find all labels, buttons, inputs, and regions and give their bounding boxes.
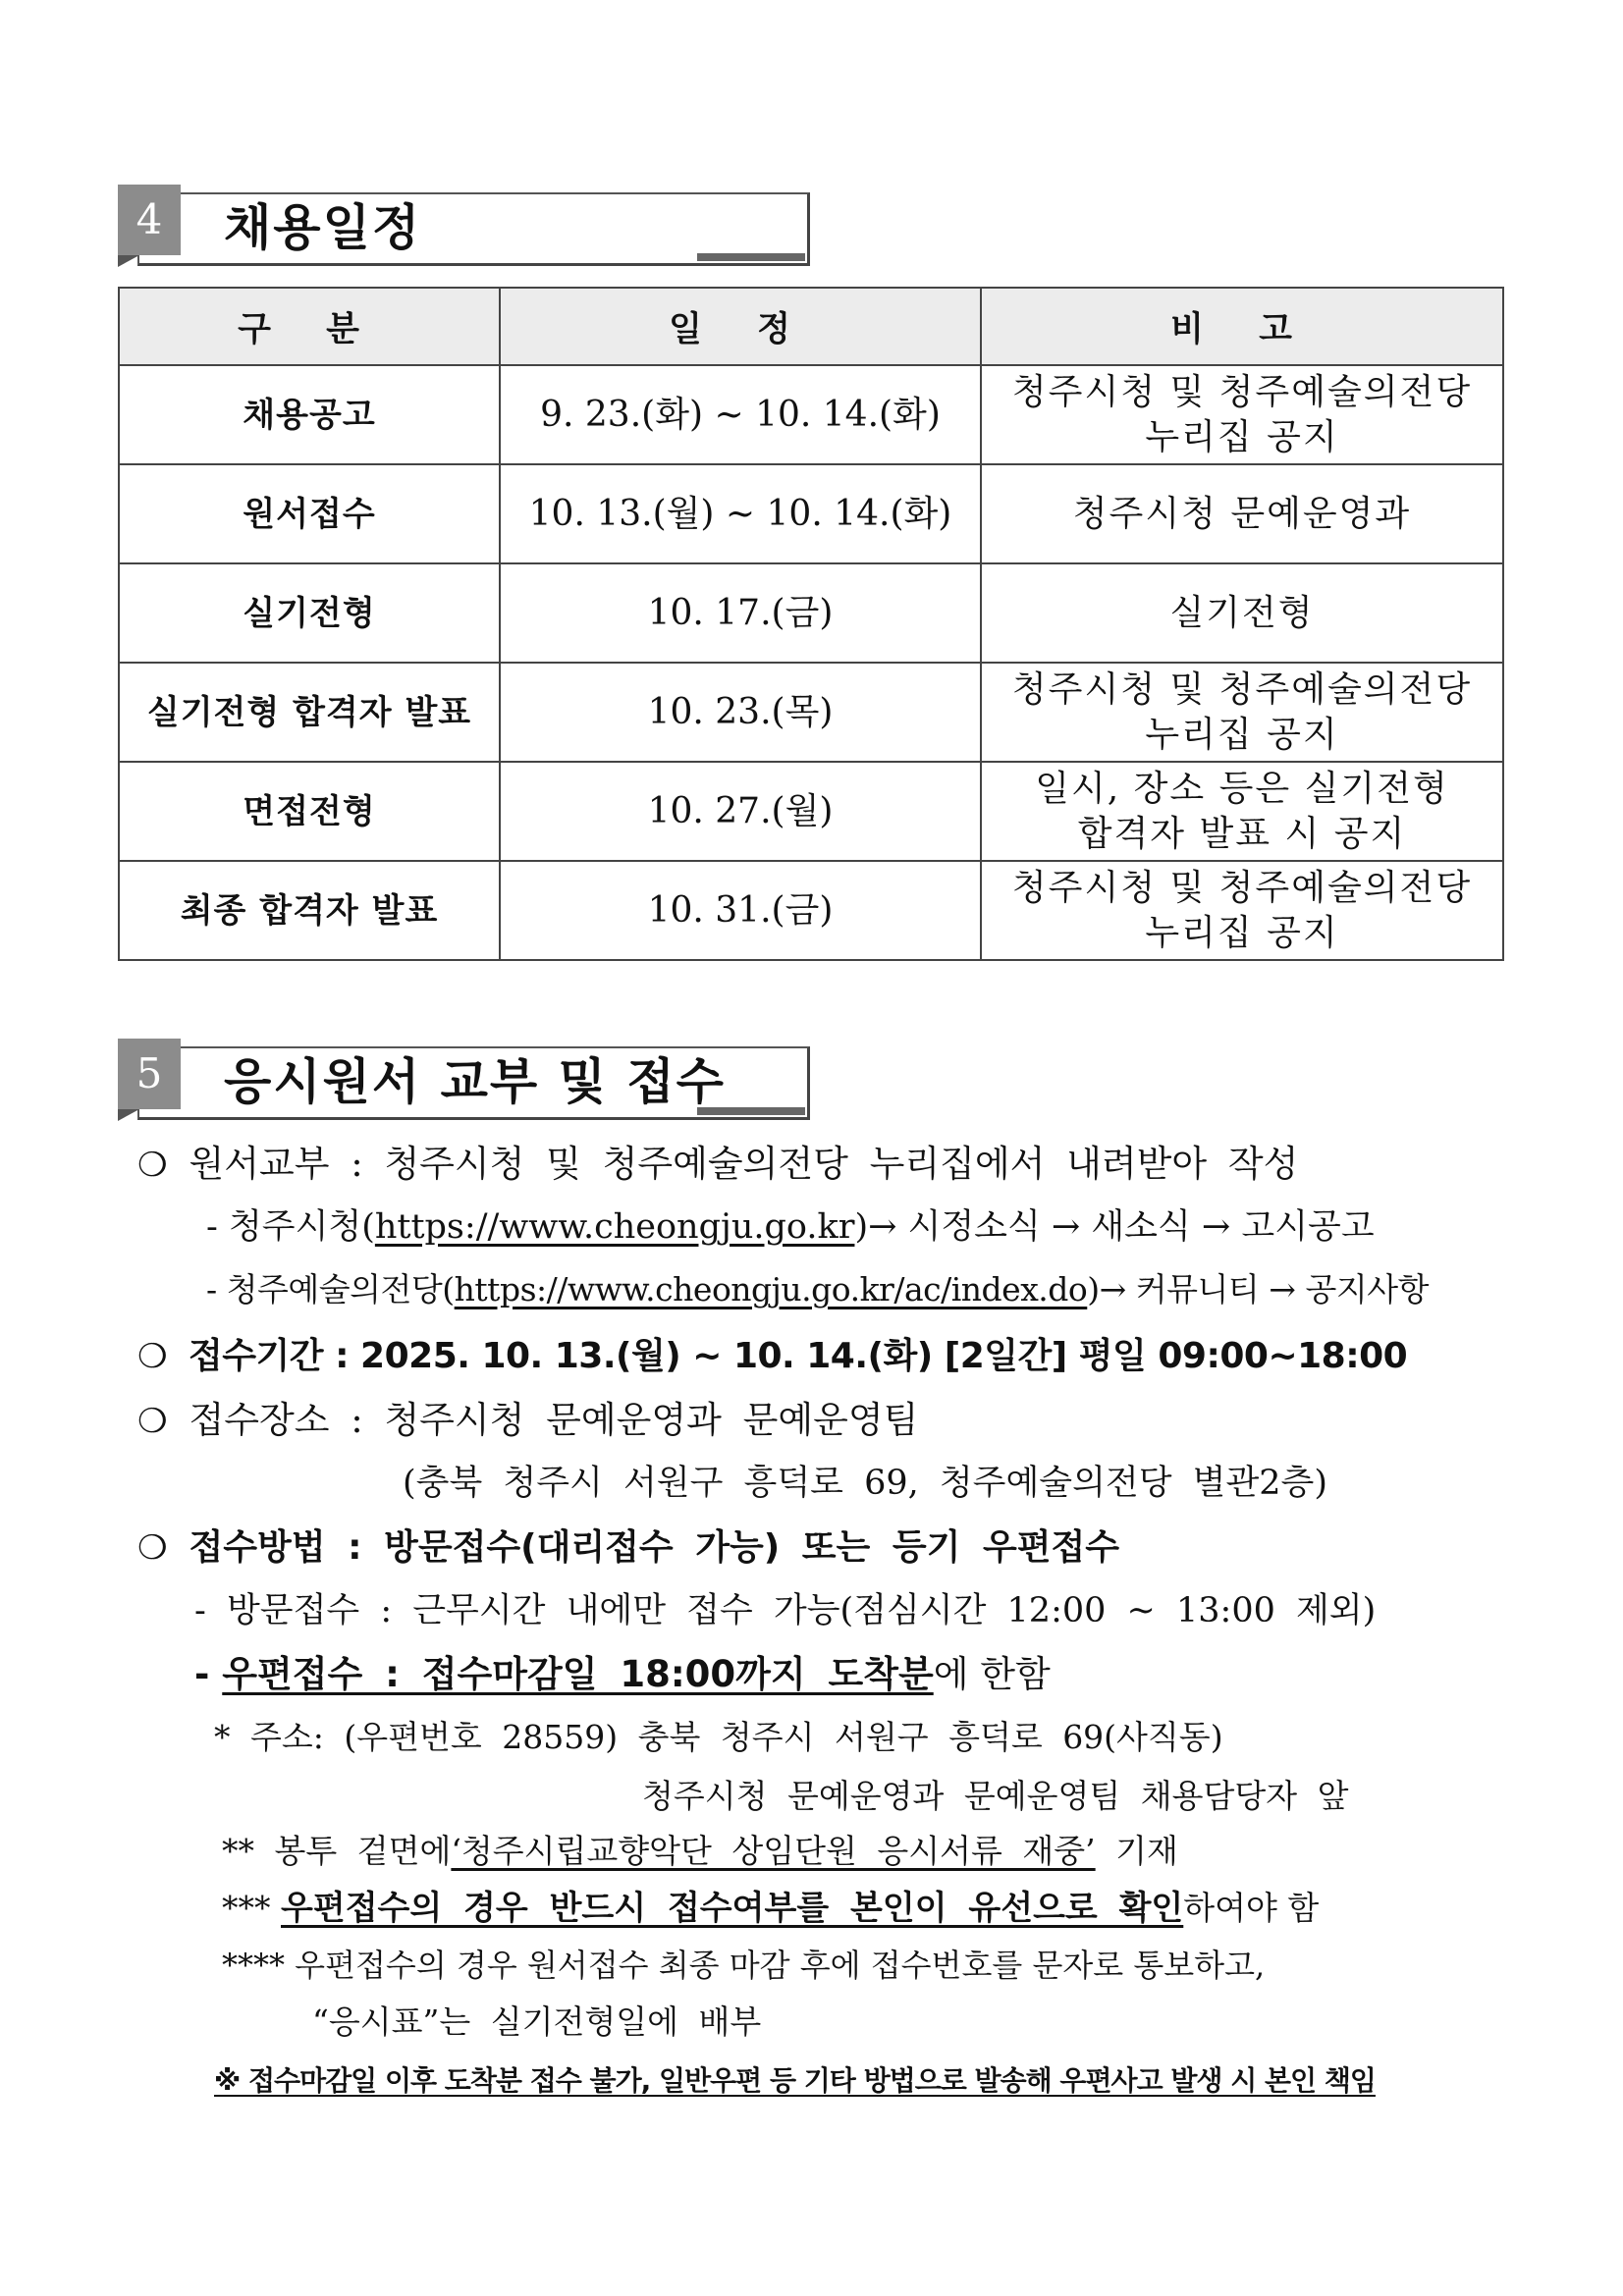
note-line: 실기전형 bbox=[1169, 592, 1315, 633]
link-prefix: - 청주예술의전당( bbox=[206, 1270, 455, 1308]
envelope-note bbox=[222, 1828, 1178, 1875]
distribution-text: 원서교부 : 청주시청 및 청주예술의전당 누리집에서 내려받아 작성 bbox=[189, 1143, 1299, 1185]
table-row bbox=[119, 861, 1503, 960]
note-prefix: *** bbox=[222, 1889, 281, 1927]
row-note bbox=[981, 563, 1503, 663]
envelope-text: ‘청주시립교향악단 상임단원 응시서류 재중’ bbox=[451, 1832, 1096, 1870]
link-path: )→ 커뮤니티 → 공지사항 bbox=[1087, 1270, 1429, 1308]
note-line: 누리집 공지 bbox=[1145, 912, 1339, 953]
section-5-heading bbox=[118, 1039, 805, 1119]
note-line: 청주시청 및 청주예술의전당 bbox=[1011, 867, 1473, 908]
header-date: 일 정 bbox=[500, 288, 981, 365]
note-line: 청주시청 및 청주예술의전당 bbox=[1011, 371, 1473, 412]
table-row bbox=[119, 762, 1503, 861]
place-address-line: (충북 청주시 서원구 흥덕로 69, 청주예술의전당 별관2층) bbox=[403, 1464, 1328, 1503]
note-line: 일시, 장소 등은 실기전형 bbox=[1035, 768, 1449, 809]
section-4-heading bbox=[118, 185, 805, 265]
link-path: )→ 시정소식 → 새소식 → 고시공고 bbox=[854, 1207, 1375, 1247]
circle-bullet-icon: ❍ bbox=[137, 1146, 168, 1185]
visit-line: - 방문접수 : 근무시간 내에만 접수 가능(점심시간 12:00 ~ 13:00 제외) bbox=[194, 1591, 1377, 1630]
note-line: 누리집 공지 bbox=[1145, 416, 1339, 457]
note-line: 청주시청 문예운영과 bbox=[1072, 493, 1412, 534]
table-row bbox=[119, 464, 1503, 563]
address-line-2: 청주시청 문예운영과 문예운영팀 채용담당자 앞 bbox=[642, 1777, 1349, 1815]
section-title: 응시원서 교부 및 접수 bbox=[224, 1053, 726, 1110]
section-title: 채용일정 bbox=[224, 199, 422, 256]
row-category: 원서접수 bbox=[119, 464, 500, 563]
note-prefix: ** 봉투 겉면에 bbox=[222, 1832, 452, 1870]
confirm-note bbox=[222, 1885, 1319, 1932]
post-tail: 에 한함 bbox=[933, 1653, 1051, 1695]
place-line bbox=[137, 1397, 918, 1445]
dash: - bbox=[194, 1653, 223, 1695]
period-text: 접수기간 : 2025. 10. 13.(월) ~ 10. 14.(화) [2일간] 평일 09:00~18:00 bbox=[188, 1336, 1408, 1376]
place-text: 접수장소 : 청주시청 문예운영과 문예운영팀 bbox=[189, 1399, 919, 1441]
method-text: 접수방법 : 방문접수(대리접수 가능) 또는 등기 우편접수 bbox=[189, 1527, 1120, 1568]
note-suffix: 기재 bbox=[1095, 1832, 1178, 1870]
row-note bbox=[981, 861, 1503, 960]
row-date: 10. 31.(금) bbox=[500, 861, 981, 960]
table-row bbox=[119, 365, 1503, 464]
header-note: 비 고 bbox=[981, 288, 1503, 365]
distribution-line bbox=[137, 1141, 1298, 1189]
note-line: 청주시청 및 청주예술의전당 bbox=[1011, 668, 1473, 710]
notify-line-2: “응시표”는 실기전형일에 배부 bbox=[312, 2002, 762, 2041]
row-category: 채용공고 bbox=[119, 365, 500, 464]
row-date: 10. 17.(금) bbox=[500, 563, 981, 663]
row-category: 면접전형 bbox=[119, 762, 500, 861]
table-row bbox=[119, 563, 1503, 663]
arts-center-link-line bbox=[206, 1266, 1429, 1313]
header-category: 구 분 bbox=[119, 288, 500, 365]
note-suffix: 하여야 함 bbox=[1183, 1889, 1320, 1927]
heading-tab-decoration bbox=[697, 253, 805, 261]
note-line: 합격자 발표 시 공지 bbox=[1077, 813, 1407, 854]
section-number-badge: 5 bbox=[118, 1039, 181, 1109]
city-hall-url-link[interactable]: https://www.cheongju.go.kr bbox=[374, 1207, 855, 1247]
row-date: 9. 23.(화) ~ 10. 14.(화) bbox=[500, 365, 981, 464]
link-prefix: - 청주시청( bbox=[206, 1207, 375, 1247]
arts-center-url-link[interactable]: https://www.cheongju.go.kr/ac/index.do bbox=[454, 1270, 1088, 1308]
notify-line-1: **** 우편접수의 경우 원서접수 최종 마감 후에 접수번호를 문자로 통보하고, bbox=[222, 1947, 1266, 1984]
row-date: 10. 13.(월) ~ 10. 14.(화) bbox=[500, 464, 981, 563]
row-category: 최종 합격자 발표 bbox=[119, 861, 500, 960]
row-note bbox=[981, 464, 1503, 563]
schedule-table bbox=[118, 287, 1504, 961]
address-line-1: * 주소: (우편번호 28559) 충북 청주시 서원구 흥덕로 69(사직동) bbox=[214, 1718, 1223, 1756]
row-note bbox=[981, 663, 1503, 762]
period-line bbox=[137, 1333, 1407, 1380]
table-row bbox=[119, 663, 1503, 762]
row-date: 10. 27.(월) bbox=[500, 762, 981, 861]
confirm-text: 우편접수의 경우 반드시 접수여부를 본인이 유선으로 확인 bbox=[281, 1889, 1184, 1928]
circle-bullet-icon: ❍ bbox=[137, 1402, 168, 1441]
circle-bullet-icon: ❍ bbox=[137, 1528, 168, 1568]
row-date: 10. 23.(목) bbox=[500, 663, 981, 762]
final-warning-note: ※ 접수마감일 이후 도착분 접수 불가, 일반우편 등 기타 방법으로 발송해 우편사고 발생 시 본인 책임 bbox=[214, 2064, 1376, 2097]
post-deadline-text: 우편접수 : 접수마감일 18:00까지 도착분 bbox=[222, 1653, 934, 1695]
row-note bbox=[981, 365, 1503, 464]
circle-bullet-icon: ❍ bbox=[137, 1337, 167, 1376]
post-line bbox=[194, 1651, 1051, 1698]
row-note bbox=[981, 762, 1503, 861]
city-hall-link-line bbox=[206, 1203, 1375, 1251]
row-category: 실기전형 합격자 발표 bbox=[119, 663, 500, 762]
method-line bbox=[137, 1524, 1119, 1572]
table-header-row bbox=[119, 288, 1503, 365]
section-number-badge: 4 bbox=[118, 185, 181, 255]
badge-fold-decoration bbox=[118, 1109, 139, 1121]
row-category: 실기전형 bbox=[119, 563, 500, 663]
note-line: 누리집 공지 bbox=[1145, 714, 1339, 755]
badge-fold-decoration bbox=[118, 255, 139, 267]
